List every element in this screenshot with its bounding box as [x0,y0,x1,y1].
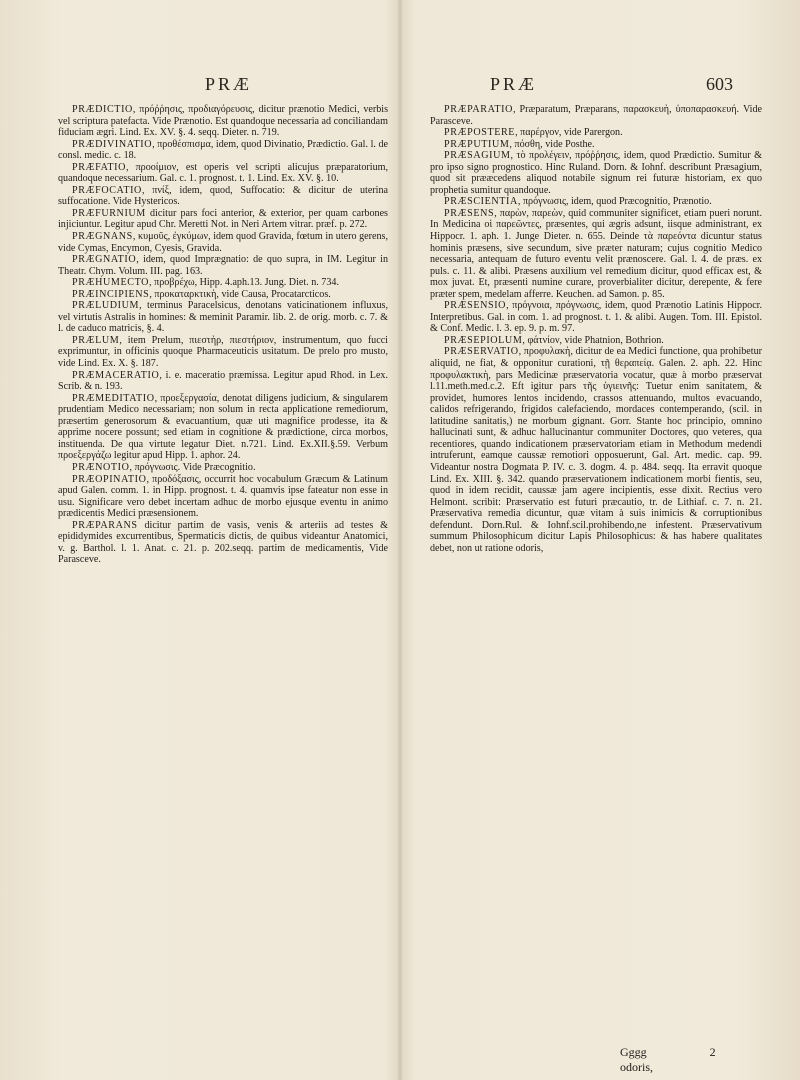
signature-mark: Gggg [620,1045,647,1059]
entry-text: , προθέσπισμα, idem, quod Divinatio, Prædictio. Gal. l. de consl. medic. c. 18. [58,138,388,162]
dictionary-entry [58,370,388,393]
entry-text: , προεξεργασία, denotat diligens judicium, & singularem prudentiam Medico necessariam; non solum in recta applicatione remediorum, præsertim generosorum & evacuantium, quæ uti magnifice prodesse, ita & apprime nocere possunt; sed etiam in cognitione & prædictione, circa morbos, instituenda. De qua virtute legatur Diet. n.721. Lind. Ex.XII.§.59. Verbum προεξεργάζω legitur apud Hipp. 1. aphor. 24. [58,392,388,462]
entry-text: , πρόγνωσις. Vide Præcognitio. [129,461,256,473]
entry-headword: PRÆPARATIO [444,104,514,115]
entry-text: , terminus Paracelsicus, denotans vaticinationem influxus, vel virtutis Astralis in homines: & meminit Paramir. lib. 2. de orig. morb. c. 7. & l. de caduco matricis, §. 4. [58,300,388,335]
entry-headword: PRÆNOTIO [72,461,130,473]
entry-text: , πνίξ, idem, quod, Suffocatio: & dicitur de uterina suffocatione. Vide Hystericos. [58,184,388,208]
page-number: 603 [706,74,733,94]
entry-headword: PRÆMEDITATIO [72,392,155,404]
dictionary-entry [58,300,388,335]
dictionary-entry [58,289,388,301]
entry-headword: PRÆGNANS [72,231,133,243]
entry-headword: PRÆFATIO [72,161,126,173]
entry-text: , παρὼν, παρεὼν, quid communiter significet, etiam pueri norunt. In Medicina οἱ παρεῶντες, præsentes, qui ægris adsunt, iisque administrant, ex Hippocr. 1. aph. 1. Junge Dieter. n. 655. Deinde τὰ παρεόντα dicuntur status hominis præsens, sive secundum, sive præter naturam; cujus cognitio Medico necessaria, antequam de futuro eventu velit prænoscere. Gal. l. 4. de præs. ex puls. c. 11. & alibi. Præsens auxilium vel remedium dicitur, quod efficax est, & mox juvat. Et, præsenti numine curare, proverbialiter dicitur, derepente, & fere præter spem, medelam afferre. Keuchen. ad Samon. p. 85. [430,207,762,300]
dictionary-entry [58,208,388,231]
entry-headword: PRÆPARANS [72,519,138,531]
entry-headword: PRÆMACERATIO [72,369,160,381]
entry-headword: PRÆGNATIO [72,254,137,266]
dictionary-entry [58,462,388,474]
dictionary-entry [430,196,762,208]
entry-text: , τὸ προλέγειν, πρόῤῥησις, idem, quod Prædictio. Sumitur & pro ipso signo prognostico. Hinc Ruland. Dorn. & Iohnf. describunt Præsagium, quod sit prææcedens aliquod notabile signum rei futuræ historiam, ex quo prophetia sumitur quandoque. [430,150,762,196]
dictionary-entry [58,185,388,208]
dictionary-entry [430,150,762,196]
entry-text: , idem, quod Imprægnatio: de quo supra, in IM. Legitur in Theatr. Chym. Volum. III. pag. 163. [58,254,388,277]
entry-text: , φάτνίον, vide Phatnion, Bothrion. [522,334,664,346]
right-column [430,104,762,554]
sheet-number: 2 [709,1045,716,1059]
entry-headword: PRÆSEPIOLUM [444,334,523,346]
entry-headword: PRÆDIVINATIO [72,138,153,150]
page-gutter [397,0,403,1080]
dictionary-entry [58,393,388,462]
dictionary-entry [430,139,762,151]
entry-text: , προβρέχω, Hipp. 4.aph.13. Jung. Diet. n. 734. [149,277,339,289]
dictionary-entry [58,254,388,277]
left-column [58,104,388,566]
entry-headword: PRÆSERVATIO [444,346,519,358]
dictionary-entry [430,335,762,347]
entry-text: , πρόγνωσις, idem, quod Præcognitio, Prænotio. [517,196,712,208]
entry-text: , Præparatum, Præparans, παρασκευὴ, ὑποπαρασκευή. Vide Parasceve. [430,104,762,127]
entry-text: , item Prelum, πιεστὴρ, πιεστήριον, instrumentum, quo fucci exprimuntur, in officinis quoque Pharmaceuticis usitatum. De prelo pro musto, vide Lind. Ex. X. §. 187. [58,334,388,370]
entry-text: , πρόῤῥησις, προδιαγόρευσις, dicitur prænotio Medici, verbis vel scriptura patefacta. Vide Prænotio. Est quandoque necessaria ad conciliandam fiduciam ægri. Lind. Ex. XV. §. 4. seqq. Dieter. n. 719. [58,104,388,139]
entry-text: , πόσθη, vide Posthe. [509,138,595,150]
entry-headword: PRÆSAGIUM [444,150,511,162]
entry-headword: PRÆDICTIO [72,104,133,115]
entry-text: dicitur pars foci anterior, & exterior, per quam carbones injiciuntur. Legitur apud Chr. Meretti Not. in Neri Artem vitrar. præf. p. 272. [58,207,388,231]
entry-headword: PRÆLUM [72,334,120,346]
dictionary-entry [430,104,762,127]
entry-headword: PRÆINCIPIENS [72,288,150,300]
entry-text: , πρόγνοια, πρόγνωσις, idem, quod Prænotio Latinis Hippocr. Interpretibus. Gal. in com. 1. ad prognost. t. 1. & alibi. Augen. Tom. III. Epistol. & Conf. Medic. l. 3. ep. 9. p. m. 97. [430,300,762,335]
dictionary-entry [58,162,388,185]
catchword: odoris, [620,1060,653,1074]
entry-headword: PRÆHUMECTO [72,277,150,289]
entry-text: , προοίμιον, est operis vel scripti alicujus præparatorium, quandoque necessarium. Gal. c. 1. prognost. t. 1. Lind. Ex. XV. §. 10. [58,161,388,185]
dictionary-entry [58,231,388,254]
entry-headword: PRÆLUDIUM [72,300,140,312]
entry-headword: PRÆSENSIO [444,300,507,312]
entry-text: , προφυλακὴ, dicitur de ea Medici functione, qua prohibetur aliquid, ne fiat, & opponitur curationi, τῇ θεραπείᾳ. Galen. 2. aph. 22. Hinc προφυλακτικὴ, pars Medicinæ præservatoria vocatur, quæ à morbo præservat l.11.meth.med.c.2. Eft igitur pars τῆς ὑγιεινῆς: Tuetur enim sanitatem, & providet, humores lentos incidendo, crassos attenuando, multos evacuando, calidos refrigerando, frigidos calefaciendo, mordaces contemperando, (scil. in latitudine sanitatis,) ne morbum gignant. Gorr. Stante hoc principio, omnino hallucinati sunt, & adhuc hallucinantur communiter Doctores, quo veteres, qua recentiores, quando indicationem præservatoriam etiam in Methodum medendi intruferunt, eamque caussæ remotiori opposuerunt, Gal. Art. medic. cap. 99. Videantur nostra Dogmata P. IV. c. 3. dogm. 4. p. 484. seqq. Ita erravit quoque Lind. Ex. XIII. §. 342. quando præservationem indicationem morbi fientis, seu, quod in idem recidit, caussæ jam agere incipientis, esse dixit. Rectius vero Helmont. scribit: Præservatio est futuri præcautio, tr. de Lithiaf. c. 7. n. 21. Præservativa remedia dicuntur, quæ vitam à suis inimicis & corruptionibus defendunt. Dorn.Rul. & Iohnf.scil.prohibendo,ne infestent. Præservativum summum Philosophicum dicitur Lapis Philosophicus: & has habere qualitates debet, non ut ratione odoris, [430,346,762,554]
entry-text: , προκαταρκτικὴ, vide Causa, Procatarcticos. [149,288,331,300]
dictionary-entry [430,300,762,335]
entry-text: , κυμοῦς, ἐγκύμων, idem quod Gravida, fœtum in utero gerens, vide Cymas, Encymon, Cyesis, Gravida. [58,231,388,254]
entry-text: , i. e. maceratio præmissa. Legitur apud Rhod. in Lex. Scrib. & n. 193. [58,369,388,393]
dictionary-entry [58,474,388,520]
right-running-head: PRÆ [490,74,538,94]
entry-headword: PRÆPUTIUM [444,138,510,150]
entry-headword: PRÆPOSTERE [444,127,516,139]
dictionary-entry [58,520,388,566]
page-footer [620,1045,800,1075]
entry-headword: PRÆFOCATIO [72,184,142,196]
entry-text: dicitur partim de vasis, venis & arteriis ad testes & epididymides excurrentibus, Spermaticis dictis, de quibus videantur Anatomici, v. g. Barthol. l. 1. Anat. c. 21. p. 202.seqq. partim de medicamentis, Vide Parasceve. [58,519,388,566]
dictionary-entry [58,104,388,139]
dictionary-entry [58,277,388,289]
left-running-head: PRÆ [205,74,253,94]
entry-headword: PRÆFURNIUM [72,207,146,219]
entry-headword: PRÆSCIENTIA [444,196,518,208]
dictionary-entry [58,139,388,162]
dictionary-entry [430,127,762,139]
entry-text: , παρέργον, vide Parergon. [515,127,623,139]
dictionary-entry [58,335,388,370]
entry-headword: PRÆSENS [444,207,495,219]
entry-headword: PRÆOPINATIO [72,473,147,485]
entry-text: , προδόξασις, occurrit hoc vocabulum Græcum & Latinum apud Galen. comm. 1. in Hipp. prognost. t. 4. quamvis ipse fateatur non esse in usu. Significare vero debet incertam adhuc de morbo ejusque eventu in animo prædicentis Medici præsensionem. [58,473,388,520]
dictionary-entry [430,346,762,554]
dictionary-entry [430,208,762,300]
